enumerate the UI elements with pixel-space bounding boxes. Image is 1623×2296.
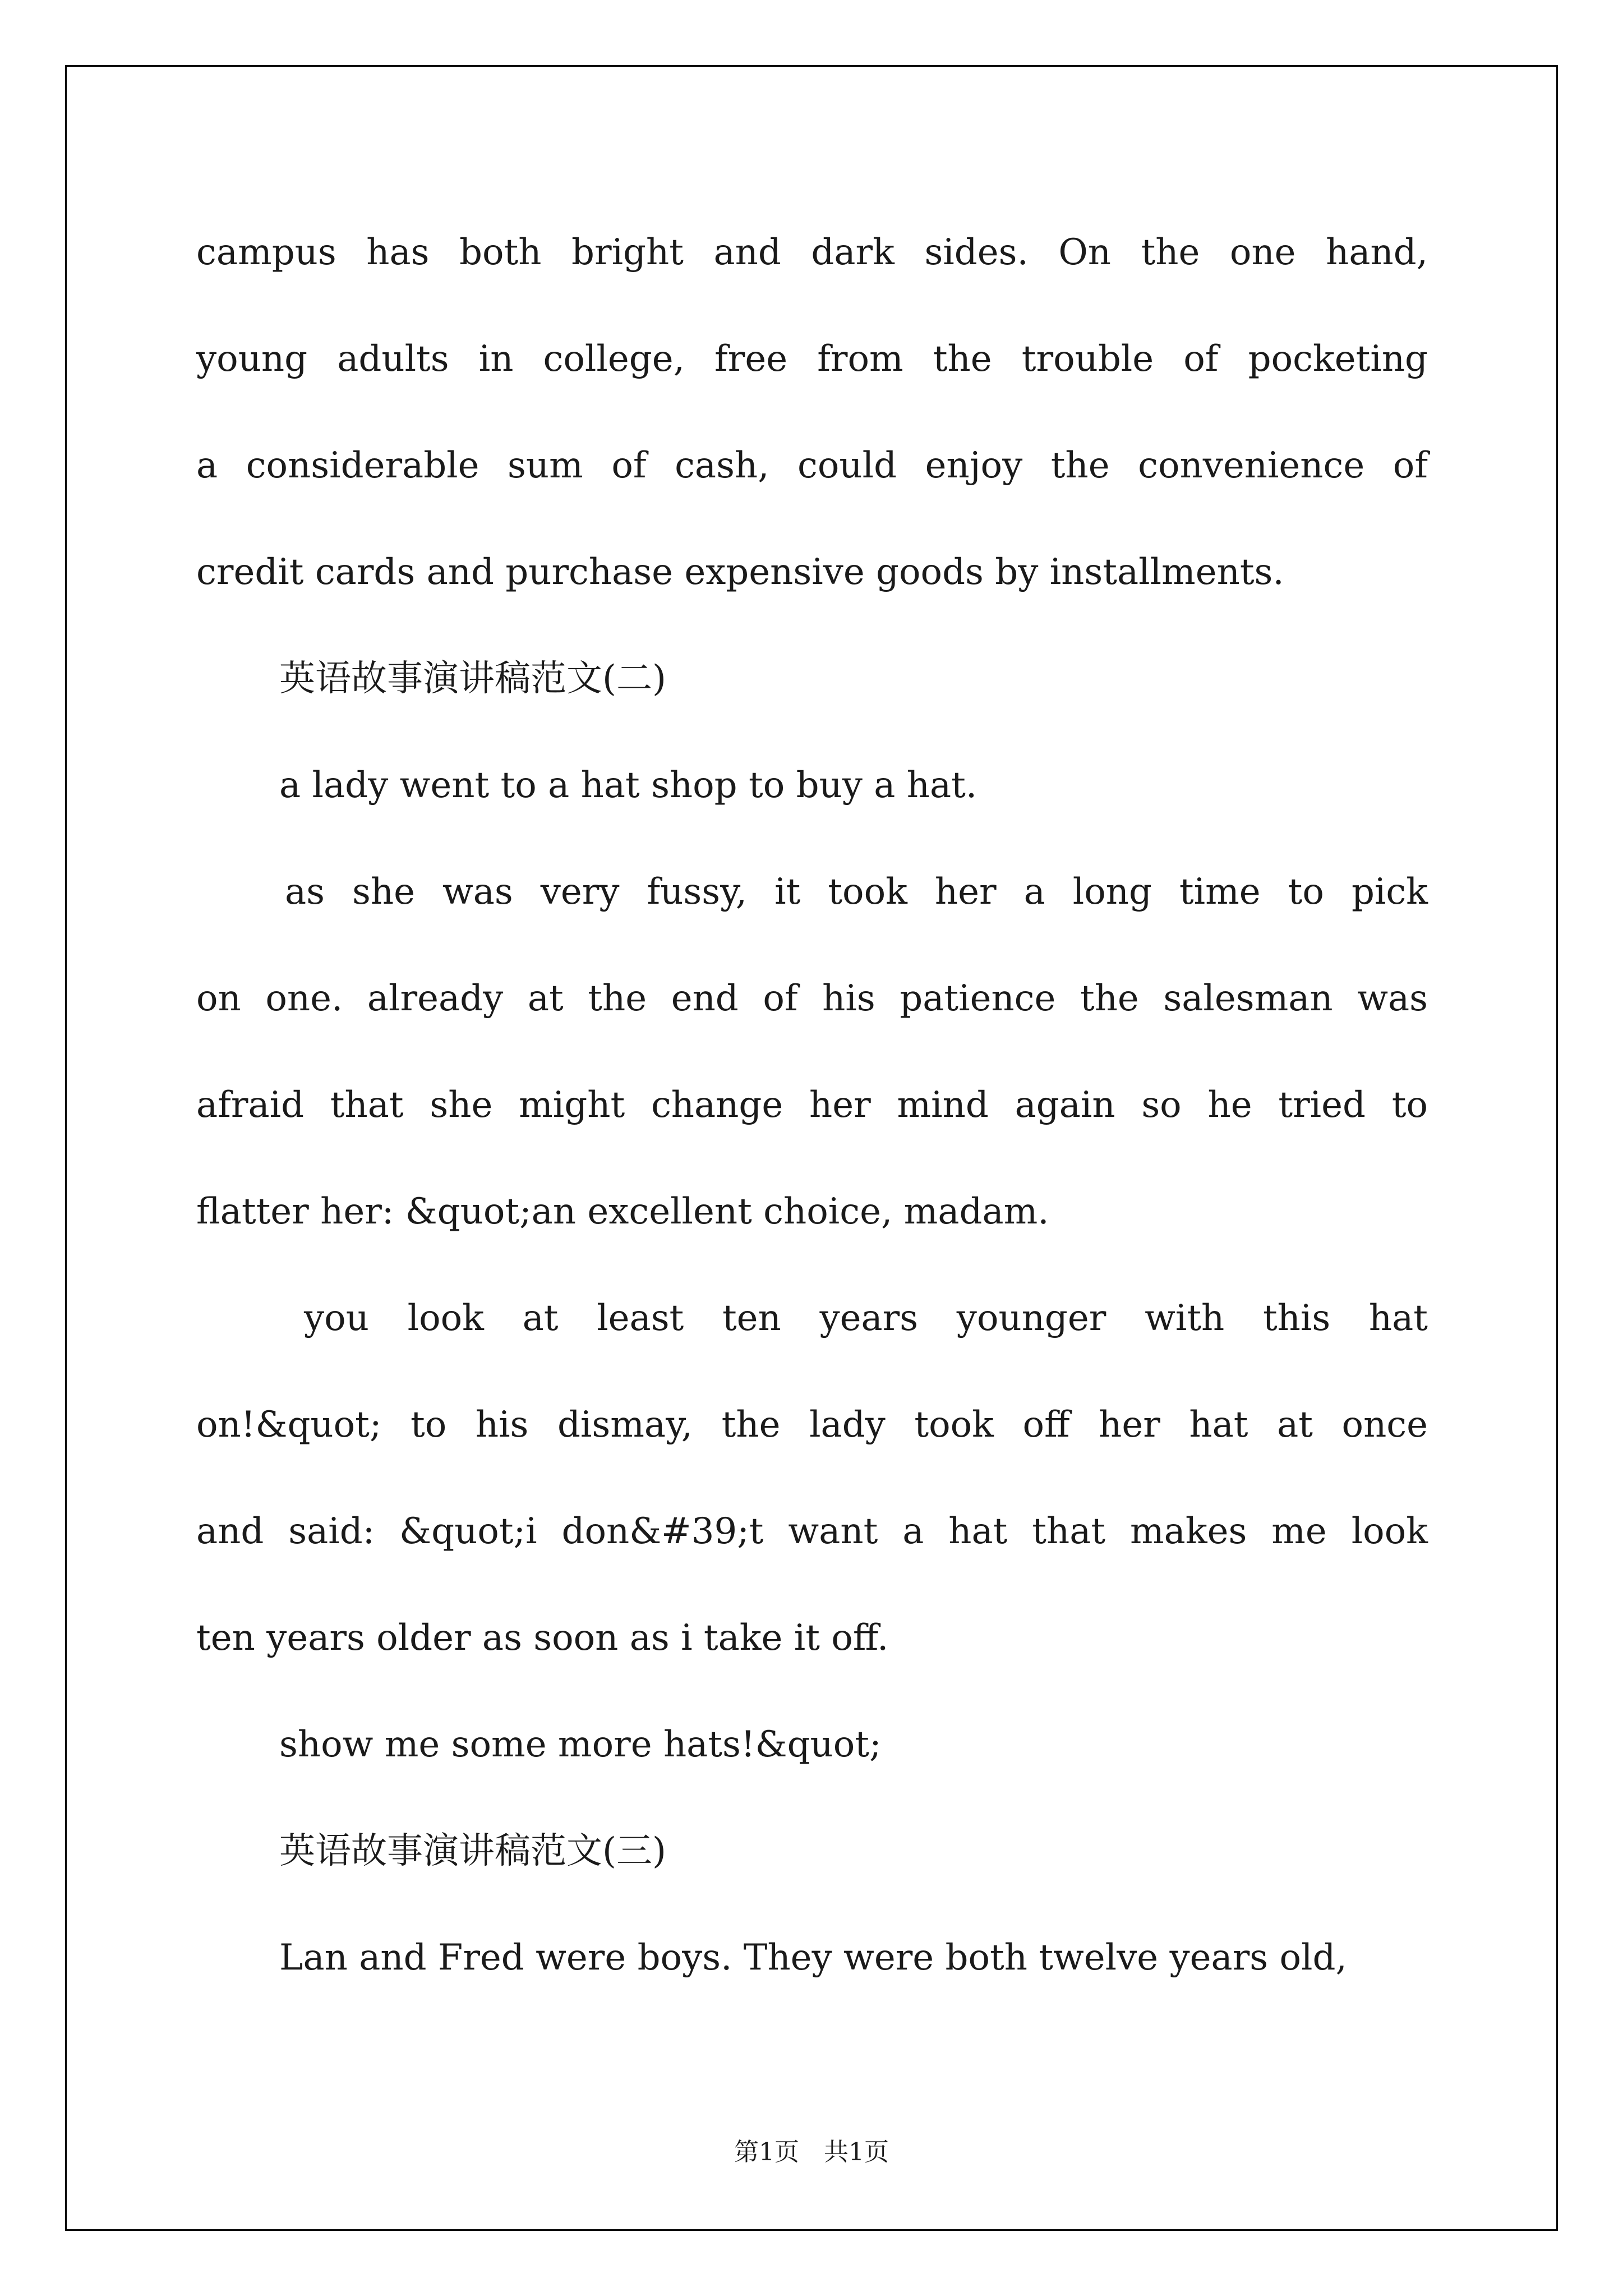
text-line: on one. already at the end of his patience the salesman was — [196, 978, 1428, 1019]
text-line: afraid that she might change her mind again so he tried to — [196, 1084, 1428, 1126]
text-line: a lady went to a hat shop to buy a hat. — [279, 765, 978, 806]
text-line: show me some more hats!&quot; — [279, 1724, 882, 1765]
section-heading: 英语故事演讲稿范文(三) — [279, 1830, 666, 1872]
text-line: credit cards and purchase expensive goods by installments. — [196, 551, 1284, 593]
text-line: and said: &quot;i don&#39;t want a hat that makes me look — [196, 1511, 1428, 1552]
page-total: 共1页 — [824, 2138, 889, 2166]
text-line: young adults in college, free from the trouble of pocketing — [196, 338, 1428, 380]
text-line: Lan and Fred were boys. They were both twelve years old, — [279, 1937, 1347, 1978]
text-line: you look at least ten years younger with this hat — [304, 1297, 1428, 1339]
page-footer — [0, 2132, 1623, 2168]
text-line: flatter her: &quot;an excellent choice, madam. — [196, 1191, 1049, 1232]
text-line: campus has both bright and dark sides. On the one hand, — [196, 232, 1428, 273]
text-line: as she was very fussy, it took her a long time to pick — [285, 871, 1428, 913]
page-number: 第1页 — [734, 2138, 799, 2166]
text-line: a considerable sum of cash, could enjoy the convenience of — [196, 445, 1428, 486]
section-heading: 英语故事演讲稿范文(二) — [279, 658, 666, 700]
text-line: ten years older as soon as i take it off. — [196, 1617, 889, 1659]
text-line: on!&quot; to his dismay, the lady took off her hat at once — [196, 1404, 1428, 1446]
